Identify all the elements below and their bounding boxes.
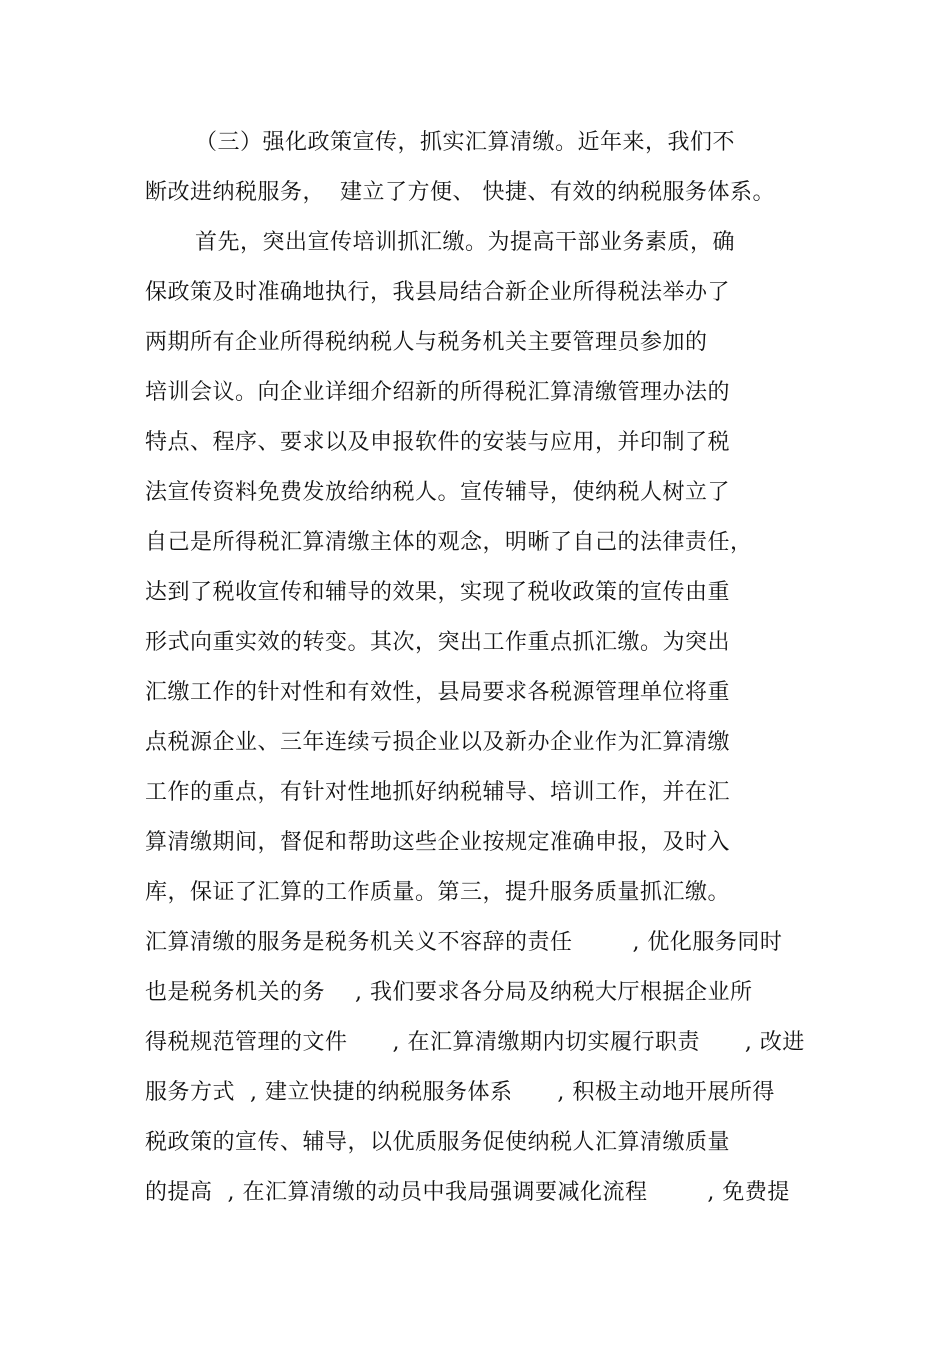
text-line: 服务方式 , 建立快捷的纳税服务体系 , 积极主动地开展所得 [145, 1080, 775, 1105]
text-line: 也是税务机关的务 , 我们要求各分局及纳税大厅根据企业所 [145, 980, 753, 1005]
text-line: 点税源企业、三年连续亏损企业以及新办企业作为汇算清缴 [145, 730, 731, 755]
text-line: 自己是所得税汇算清缴主体的观念，明晰了自己的法律责任， [145, 530, 753, 555]
text-line: 达到了税收宣传和辅导的效果，实现了税收政策的宣传由重 [145, 580, 731, 605]
text-line: 首先，突出宣传培训抓汇缴。为提高干部业务素质，确 [195, 230, 736, 255]
text-line: （三）强化政策宣传，抓实汇算清缴。近年来，我们不 [195, 130, 736, 155]
text-line: 汇算清缴的服务是税务机关义不容辞的责任 , 优化服务同时 [145, 930, 783, 955]
text-line: 工作的重点，有针对性地抓好纳税辅导、培训工作，并在汇 [145, 780, 731, 805]
text-line: 的提高 , 在汇算清缴的动员中我局强调要减化流程 , 免费提 [145, 1180, 790, 1205]
text-line: 断改进纳税服务， 建立了方便、 快捷、有效的纳税服务体系。 [145, 180, 775, 205]
text-line: 两期所有企业所得税纳税人与税务机关主要管理员参加的 [145, 330, 708, 355]
text-line: 法宣传资料免费发放给纳税人。宣传辅导，使纳税人树立了 [145, 480, 731, 505]
text-line: 库，保证了汇算的工作质量。第三，提升服务质量抓汇缴。 [145, 880, 731, 905]
text-line: 特点、程序、要求以及申报软件的安装与应用，并印制了税 [145, 430, 731, 455]
text-line: 汇缴工作的针对性和有效性，县局要求各税源管理单位将重 [145, 680, 731, 705]
text-line: 培训会议。向企业详细介绍新的所得税汇算清缴管理办法的 [145, 380, 731, 405]
text-line: 形式向重实效的转变。其次，突出工作重点抓汇缴。为突出 [145, 630, 731, 655]
text-line: 保政策及时准确地执行，我县局结合新企业所得税法举办了 [145, 280, 731, 305]
text-line: 税政策的宣传、辅导，以优质服务促使纳税人汇算清缴质量 [145, 1130, 731, 1155]
text-line: 算清缴期间，督促和帮助这些企业按规定准确申报，及时入 [145, 830, 731, 855]
text-line: 得税规范管理的文件 , 在汇算清缴期内切实履行职责 , 改进 [145, 1030, 805, 1055]
